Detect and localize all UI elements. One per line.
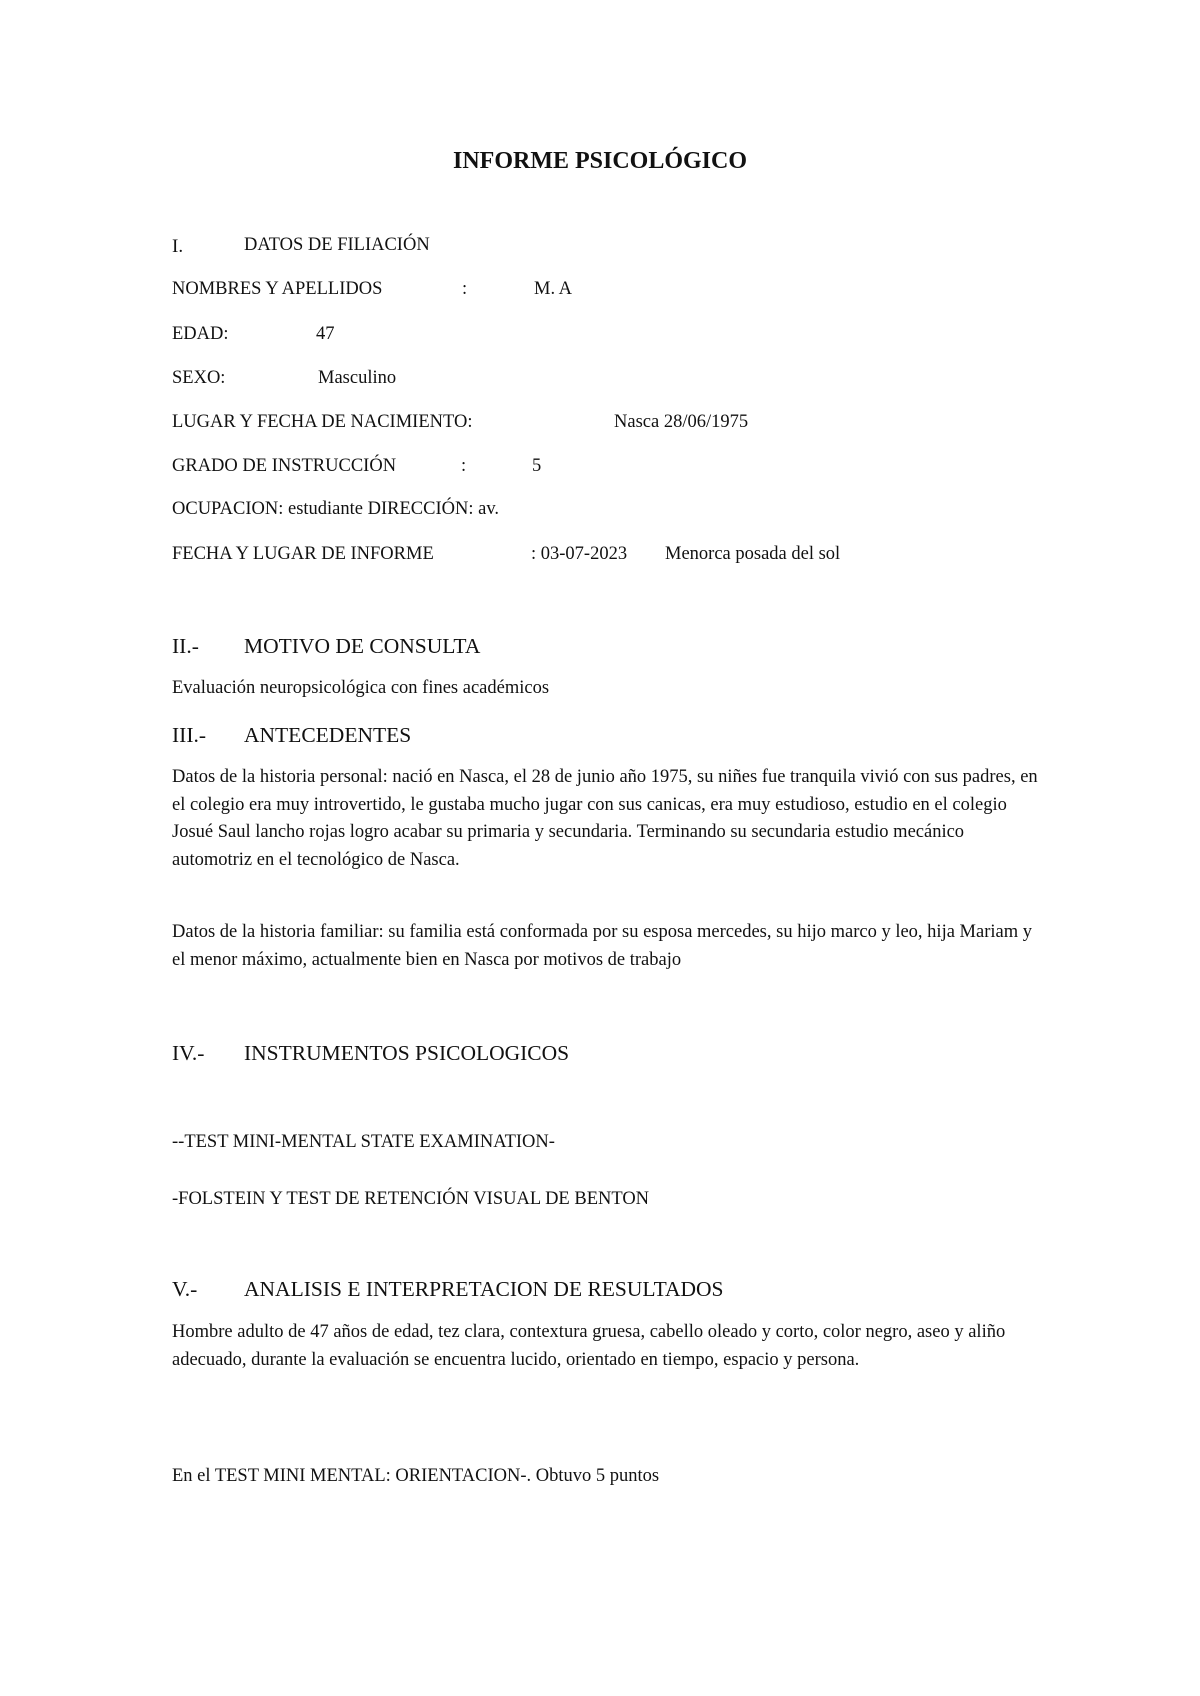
section-1-number: I.	[172, 236, 184, 257]
instrument-1: --TEST MINI-MENTAL STATE EXAMINATION-	[172, 1132, 555, 1152]
grado-label: GRADO DE INSTRUCCIÓN	[172, 456, 397, 476]
section-3-number: III.-	[172, 723, 207, 747]
mini-mental-result: En el TEST MINI MENTAL: ORIENTACION-. Obtuvo 5 puntos	[172, 1466, 660, 1486]
edad-value: 47	[316, 324, 335, 344]
section-5-heading: ANALISIS E INTERPRETACION DE RESULTADOS	[244, 1277, 724, 1301]
section-3-heading: ANTECEDENTES	[244, 723, 412, 747]
section-2-number: II.-	[172, 634, 199, 658]
section-2-heading: MOTIVO DE CONSULTA	[244, 634, 481, 658]
fecha-informe-value: : 03-07-2023	[531, 544, 628, 564]
historia-familiar-paragraph: Datos de la historia familiar: su familia está conformada por su esposa mercedes, su hijo marco y leo, hija Mariam y el menor máximo, actualmente bien en Nasca por motivos de trabajo	[172, 922, 1032, 970]
nombres-label: NOMBRES Y APELLIDOS	[172, 279, 383, 299]
motivo-text: Evaluación neuropsicológica con fines académicos	[172, 678, 550, 698]
instrument-2: -FOLSTEIN Y TEST DE RETENCIÓN VISUAL DE BENTON	[172, 1189, 650, 1209]
nombres-value: M. A	[534, 279, 573, 299]
ocupacion-line: OCUPACION: estudiante DIRECCIÓN: av.	[172, 499, 499, 519]
sexo-value: Masculino	[318, 368, 397, 388]
historia-personal-paragraph: Datos de la historia personal: nació en Nasca, el 28 de junio año 1975, su niñes fue tranquila vivió con sus padres, en el colegio era muy introvertido, le gustaba mucho jugar con sus canicas, era muy estudioso, estudio en el colegio Josué Saul lancho rojas logro acabar su primaria y secundaria. Terminando su secundaria estudio mecánico automotriz en el tecnológico de Nasca.	[172, 767, 1038, 870]
nombres-separator: :	[462, 279, 468, 299]
section-4-number: IV.-	[172, 1041, 205, 1065]
document-title: INFORME PSICOLÓGICO	[452, 148, 748, 174]
lugar-nacimiento-value: Nasca 28/06/1975	[614, 412, 749, 432]
lugar-nacimiento-label: LUGAR Y FECHA DE NACIMIENTO:	[172, 412, 473, 432]
section-1-heading: DATOS DE FILIACIÓN	[244, 235, 430, 255]
lugar-informe-value: Menorca posada del sol	[665, 544, 841, 564]
analisis-paragraph: Hombre adulto de 47 años de edad, tez clara, contextura gruesa, cabello oleado y corto, color negro, aseo y aliño adecuado, durante la evaluación se encuentra lucido, orientado en tiempo, espacio y persona.	[172, 1322, 1006, 1370]
edad-label: EDAD:	[172, 324, 229, 344]
grado-separator: :	[461, 456, 467, 476]
fecha-informe-label: FECHA Y LUGAR DE INFORME	[172, 544, 434, 564]
section-4-heading: INSTRUMENTOS PSICOLOGICOS	[244, 1041, 570, 1065]
grado-value: 5	[532, 456, 542, 476]
sexo-label: SEXO:	[172, 368, 226, 388]
section-5-number: V.-	[172, 1277, 198, 1301]
